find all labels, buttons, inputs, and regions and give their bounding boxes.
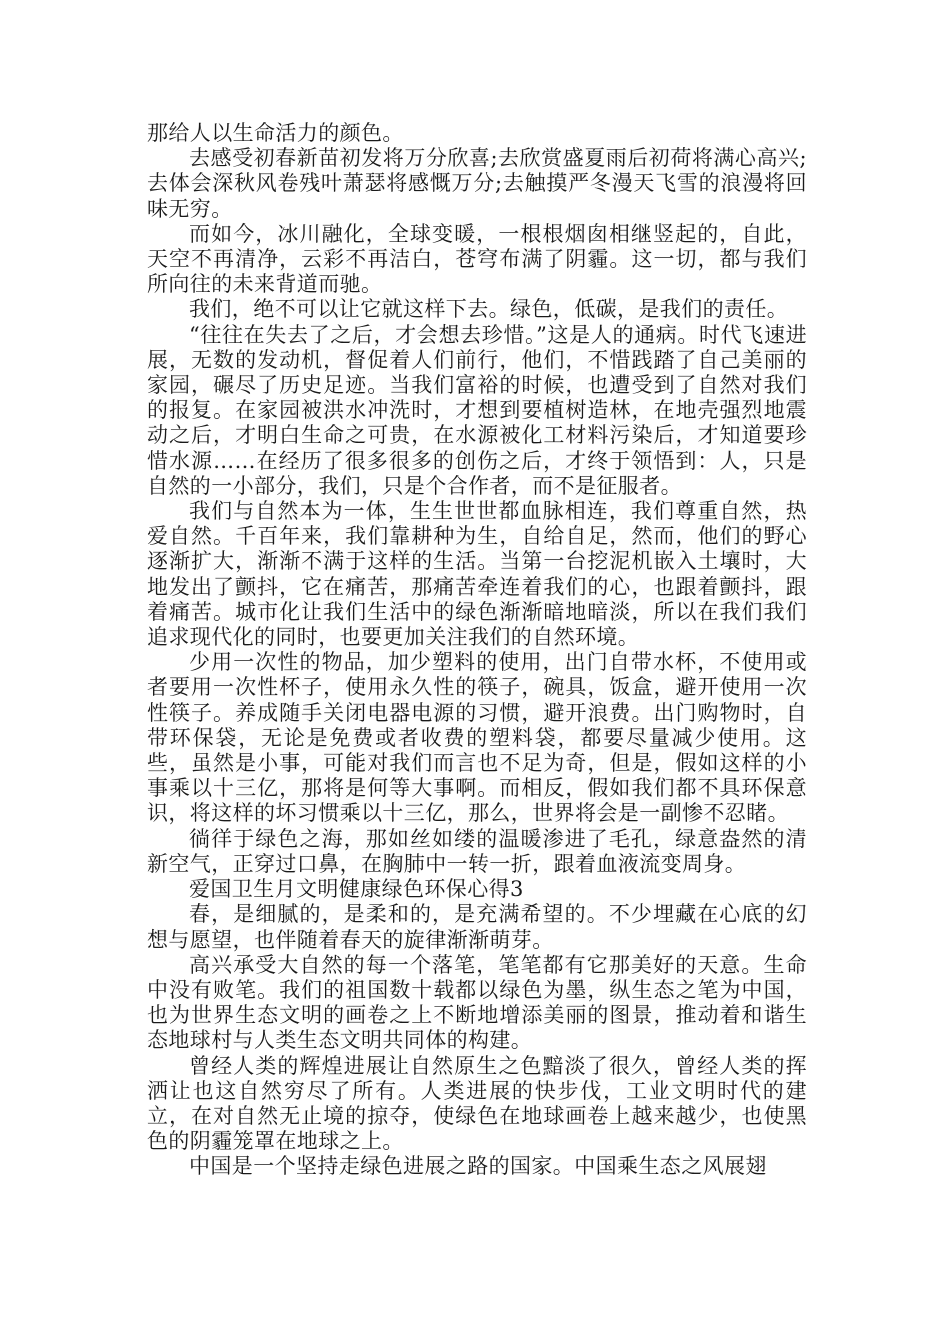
paragraph: “往往在失去了之后，才会想去珍惜。”这是人的通病。时代飞速进展，无数的发动机，督促着人们前行，他们，不惜践踏了自己美丽的家园，碾尽了历史足迹。当我们富裕的时候，也遭受到了自然对我们的报复。在家园被洪水冲洗时，才想到要植树造林，在地壳强烈地震动之后，才明白生命之可贵，在水源被化工材料污染后，才知道要珍惜水源……在经历了很多很多的创伤之后，才终于领悟到：人，只是自然的一小部分，我们，只是个合作者，而不是征服者。	[147, 322, 807, 498]
paragraph: 少用一次性的物品，加少塑料的使用，出门自带水杯，不使用或者要用一次性杯子，使用永久性的筷子，碗具，饭盒，避开使用一次性筷子。养成随手关闭电器电源的习惯，避开浪费。出门购物时，自带环保袋，无论是免费或者收费的塑料袋，都要尽量减少使用。这些，虽然是小事，可能对我们而言也不足为奇，但是，假如这样的小事乘以十三亿，那将是何等大事啊。而相反，假如我们都不具环保意识，将这样的坏习惯乘以十三亿，那么，世界将会是一副惨不忍睹。	[147, 650, 807, 826]
paragraph: 我们，绝不可以让它就这样下去。绿色，低碳，是我们的责任。	[189, 297, 789, 322]
paragraph: 中国是一个坚持走绿色进展之路的国家。中国乘生态之风展翅	[189, 1154, 767, 1179]
paragraph-continuation: 那给人以生命活力的颜色。	[147, 121, 404, 145]
paragraph: 高兴承受大自然的每一个落笔，笔笔都有它那美好的天意。生命中没有败笔。我们的祖国数十载都以绿色为墨，纵生态之笔为中国，也为世界生态文明的画卷之上不断地增添美丽的图景，推动着和谐生态地球村与人类生态文明共同体的构建。	[147, 952, 807, 1053]
paragraph: 徜徉于绿色之海，那如丝如缕的温暖渗进了毛孔，绿意盎然的清新空气，正穿过口鼻，在胸肺中一转一折，跟着血液流变周身。	[147, 826, 807, 876]
section-heading: 爱国卫生月文明健康绿色环保心得3	[189, 877, 524, 902]
paragraph: 曾经人类的辉煌进展让自然原生之色黯淡了很久，曾经人类的挥洒让也这自然穷尽了所有。人类进展的快步伐，工业文明时代的建立，在对自然无止境的掠夺，使绿色在地球画卷上越来越少，也使黑色的阴霾笼罩在地球之上。	[147, 1053, 807, 1154]
paragraph: 而如今，冰川融化，全球变暖，一根根烟囱相继竖起的，自此，天空不再清净，云彩不再洁白，苍穹布满了阴霾。这一切，都与我们所向往的未来背道而驰。	[147, 221, 807, 297]
paragraph: 我们与自然本为一体，生生世世都血脉相连，我们尊重自然，热爱自然。千百年来，我们靠耕种为生，自给自足，然而，他们的野心逐渐扩大，渐渐不满于这样的生活。当第一台挖泥机嵌入土壤时，大地发出了颤抖，它在痛苦，那痛苦牵连着我们的心，也跟着颤抖，跟着痛苦。城市化让我们生活中的绿色渐渐暗地暗淡，所以在我们我们追求现代化的同时，也要更加关注我们的自然环境。	[147, 499, 807, 650]
paragraph: 春，是细腻的，是柔和的，是充满希望的。不少埋藏在心底的幻想与愿望，也伴随着春天的旋律渐渐萌芽。	[147, 902, 807, 952]
document-body	[147, 121, 807, 1180]
paragraph: 去感受初春新苗初发将万分欣喜;去欣赏盛夏雨后初荷将满心高兴;去体会深秋风卷残叶萧瑟将感慨万分;去触摸严冬漫天飞雪的浪漫将回味无穷。	[147, 146, 807, 221]
